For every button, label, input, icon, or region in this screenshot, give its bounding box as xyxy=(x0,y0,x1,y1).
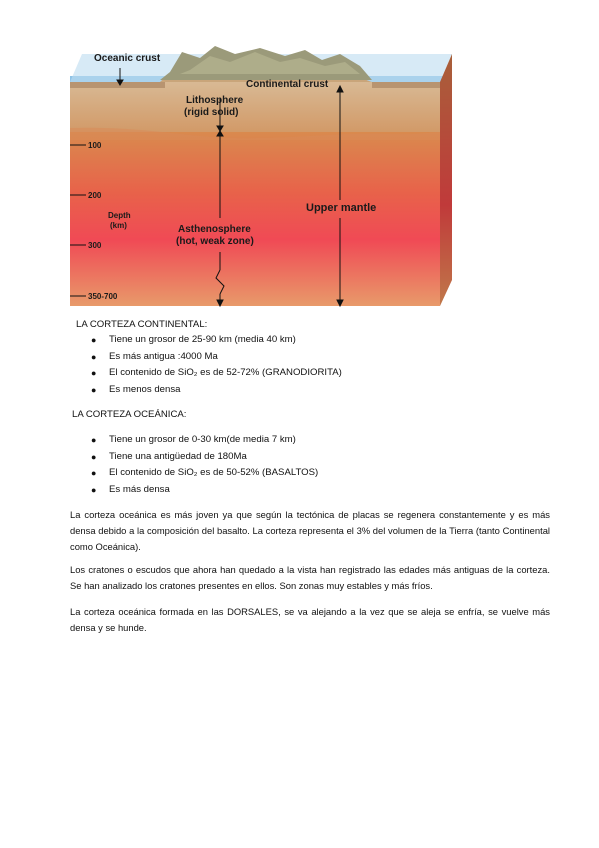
tick-label: 350-700 xyxy=(88,292,118,301)
label-upper-mantle: Upper mantle xyxy=(306,202,377,214)
earth-layers-svg xyxy=(60,40,460,310)
bullet-icon: ● xyxy=(91,484,97,495)
bullet-icon: ● xyxy=(91,435,97,445)
block-side xyxy=(440,54,452,306)
tick-label: 200 xyxy=(88,191,102,200)
tick-label: 100 xyxy=(88,141,102,150)
label-asthenosphere: Asthenosphere xyxy=(178,224,251,235)
bullet-icon: ● xyxy=(91,335,97,345)
bullet-icon: ● xyxy=(91,384,97,395)
oceanic-crust xyxy=(70,82,165,88)
label-oceanic-crust: Oceanic crust xyxy=(94,53,161,64)
label-depth: Depth xyxy=(108,211,131,220)
document-page: Oceanic crust Continental crust Lithosphere (rigid solid) Asthenosphere (hot, weak zone) Upper mantle Depth (km) 100 200 300 350-700 LA CORTEZA CONTINENTAL: ● Tiene un grosor de 25-90 km (media 40 km) ● Es más antigua :4000 Ma ● El contenido de SiO₂ es de 52-72% (GRANODIORITA) ● Es menos densa LA CORTEZA OCEÁNICA: ● Tiene un grosor de 0-30 km(de media 7 km) ● Tiene una antigüedad de 180Ma ● El contenido de SiO₂ es de 50-52% (BASALTOS) ● Es más densa La corteza oceánica es más joven ya que según la tectónica de placas se regenera constantemente y es más densa debido a la composición del basalto. La corteza representa el 3% del volumen de la Tierra (tanto Continental como Oceánica). Los cratones o escudos que ahora han quedado a la vista han registrado las edades más antiguas de la corteza. Se han analizado los cratones presentes en ellos. Son zonas muy estables y más fríos. La corteza oceánica formada en las DORSALES, se va alejando a la vez que se aleja se enfría, se vuelve más densa y se hunde. xyxy=(0,0,599,848)
paragraph: La corteza oceánica formada en las DORSALES, se va alejando a la vez que se aleja se enfría, se vuelve más densa y se hunde. xyxy=(70,606,550,633)
heading-corteza-oceanica: LA CORTEZA OCEÁNICA: xyxy=(72,409,187,420)
earth-layers-diagram xyxy=(60,40,460,310)
bullet-icon: ● xyxy=(91,451,97,462)
tick-label: 300 xyxy=(88,241,102,250)
paragraph: La corteza oceánica es más joven ya que según la tectónica de placas se regenera constantemente y es más densa debido a la composición del basalto. La corteza representa el 3% del volumen de la Tierra (tanto Continental como Oceánica). xyxy=(70,509,550,552)
label-lithosphere: Lithosphere xyxy=(186,95,244,106)
bullet-icon: ● xyxy=(91,468,97,478)
label-continental-crust: Continental crust xyxy=(246,79,329,90)
paragraph: Los cratones o escudos que ahora han quedado a la vista han registrado las edades más antiguas de la corteza. Se han analizado los cratones presentes en ellos. Son zonas muy estables y más fríos. xyxy=(70,564,550,591)
label-asthenosphere-note: (hot, weak zone) xyxy=(176,236,254,247)
label-depth-unit: (km) xyxy=(110,221,127,230)
label-lithosphere-note: (rigid solid) xyxy=(184,107,239,118)
heading-corteza-continental: LA CORTEZA CONTINENTAL: xyxy=(76,319,208,330)
bullet-icon: ● xyxy=(91,368,97,378)
bullet-icon: ● xyxy=(91,351,97,362)
